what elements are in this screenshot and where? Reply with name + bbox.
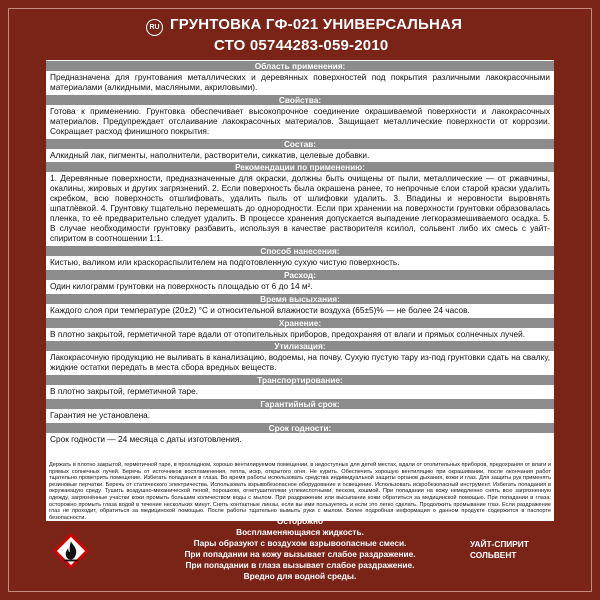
warning-line: Пары образуют с воздухом взрывоопасные смеси. bbox=[193, 538, 407, 548]
section-text: Готова к применению. Грунтовка обеспечивает высокопрочное соединение окрашиваемой поверхности и лакокрасочных материалов. Предупреждает отслаивание лакокрасочных материалов. Защищает металлические поверхности от коррозии. Сокращает расход финишного покрытия. bbox=[50, 105, 550, 136]
section-application bbox=[46, 60, 554, 94]
section-properties bbox=[46, 94, 554, 138]
section-transport bbox=[46, 374, 554, 398]
solvent-white-spirit: УАЙТ-СПИРИТ bbox=[470, 539, 529, 549]
section-text: Один килограмм грунтовки на поверхность площадью от 6 до 14 м². bbox=[50, 280, 313, 291]
section-text: Гарантия не установлена. bbox=[50, 410, 151, 421]
section-heading: Расход: bbox=[46, 269, 554, 281]
warning-title: Осторожно bbox=[276, 516, 324, 526]
section-recommendations bbox=[46, 161, 554, 244]
section-application-method bbox=[46, 245, 554, 269]
product-title: ГРУНТОВКА ГФ-021 УНИВЕРСАЛЬНАЯ bbox=[170, 16, 463, 33]
warning-line: Воспламеняющаяся жидкость. bbox=[236, 527, 364, 537]
section-heading: Время высыхания: bbox=[46, 293, 554, 305]
section-warranty bbox=[46, 398, 554, 422]
section-heading: Транспортирование: bbox=[46, 374, 554, 386]
section-text: Алкидный лак, пигменты, наполнители, растворители, сиккатив, целевые добавки. bbox=[50, 149, 370, 160]
section-text: Предназначена для грунтования металлических и деревянных поверхностей под покрытия различными лакокрасочными материалами (алкидными, масляными, акриловыми). bbox=[50, 72, 550, 92]
section-heading: Состав: bbox=[46, 138, 554, 150]
section-text: В плотно закрытой, герметичной таре вдали от отопительных приборов, предохраняя от влаги и прямых солнечных лучей. bbox=[50, 328, 526, 339]
section-text: 1. Деревянные поверхности, предназначенные для окраски, должны быть очищены от пыли, металлические — от ржавчины, окалины, жировых и других загрязнений. 2. Если поверхность была окрашена ранее, то непрочные слои старой краски удалить скребком, всю поверхность отшлифовать, удалить пыль от шлифовки удалить. 3. Впадины и неровности выровнять шпатлёвкой. 4. Грунтовку тщательно перемешать до однородности. Если при хранении на поверхности грунтовки образовалась пленка, то её предварительно следует удалить. В процессе хранения допускается выпадение легкоразмешиваемого осадка. 5. В случае необходимости грунтовку разбавить, используя в качестве растворителя ксилол, сольвент либо их смесь с уайт-спиритом в соотношении 1:1. bbox=[50, 173, 550, 243]
section-text: Кистью, валиком или краскораспылителем на подготовленную сухую чистую поверхность. bbox=[50, 256, 400, 267]
warning-line: При попадании в глаза вызывает слабое раздражение. bbox=[185, 560, 415, 570]
section-storage bbox=[46, 317, 554, 341]
section-heading: Гарантийный срок: bbox=[46, 398, 554, 410]
section-text: Срок годности — 24 месяца с даты изготовления. bbox=[50, 434, 242, 445]
section-heading: Срок годности: bbox=[46, 422, 554, 434]
section-heading: Способ нанесения: bbox=[46, 245, 554, 257]
section-heading: Область применения: bbox=[46, 60, 554, 72]
section-heading: Свойства: bbox=[46, 94, 554, 106]
section-shelf-life bbox=[46, 422, 554, 446]
section-composition bbox=[46, 138, 554, 162]
ru-certification-mark: RU bbox=[146, 19, 163, 36]
section-drying-time bbox=[46, 293, 554, 317]
section-heading: Хранение: bbox=[46, 317, 554, 329]
section-disposal bbox=[46, 340, 554, 374]
section-text: Лакокрасочную продукцию не выливать в канализацию, водоемы, на почву. Сухую пустую тару из-под грунтовки сдать на свалку, жидкие остатки передать в места сбора вредных веществ. bbox=[50, 352, 550, 373]
section-heading: Рекомендации по применению: bbox=[46, 161, 554, 173]
warning-line: Вредно для водной среды. bbox=[243, 571, 357, 581]
product-standard: СТО 05744283-059-2010 bbox=[214, 37, 389, 54]
section-text: Каждого слоя при температуре (20±2) °С и относительной влажности воздуха (65±5)% — не более 24 часов. bbox=[50, 304, 470, 315]
safety-fine-print: Держать в плотно закрытой, герметичной таре, в прохладном, хорошо вентилируемом помещении, в недоступных для детей местах, вдали от отопительных приборов, предохраняя от влаги и прямых солнечных лучей. Беречь от источников воспламенения, тепла, искр, открытого огня. Не курить. Обеспечить хорошую вентиляцию при окрашивании, после окончания работ тщательно проветрить помещение. Избегать попадания в глаза. Во время работы использовать средства индивидуальной защиты органов дыхания, кожи и глаз. Для защиты рук применять резиновые перчатки. Беречь от статического электричества. Использовать взрывобезопасное оборудование и освещение. Использовать искробезопасный инструмент. Избегать попадания в окружающую среду. Тушить воздушно-механической пеной, порошком, огнетушителями углекислотными, песком, кошмой. При попадании на кожу немедленно снять всю загрязненную одежду, загрязнённые участки кожи промыть большим количеством воды с мылом. При раздражении или высыпании кожи обратиться за медицинской помощью. При попадании в глаза: осторожно промыть глаза водой в течение нескольких минут. Снять контактные линзы, если вы ими пользуетесь и если это легко сделать. Продолжить промывание глаз. Если раздражение глаз не проходит, обратиться за медицинской помощью. После работы тщательно вымыть руки с мылом. Более подробная информация о данном продукте содержится в паспорте безопасности. bbox=[46, 462, 554, 521]
solvent-solvent: СОЛЬВЕНТ bbox=[470, 550, 517, 560]
info-panel bbox=[46, 60, 554, 504]
section-heading: Утилизация: bbox=[46, 340, 554, 352]
section-text: В плотно закрытой, герметичной таре. bbox=[50, 386, 199, 397]
section-consumption bbox=[46, 269, 554, 293]
warning-line: При попадании на кожу вызывает слабое раздражение. bbox=[184, 549, 416, 559]
